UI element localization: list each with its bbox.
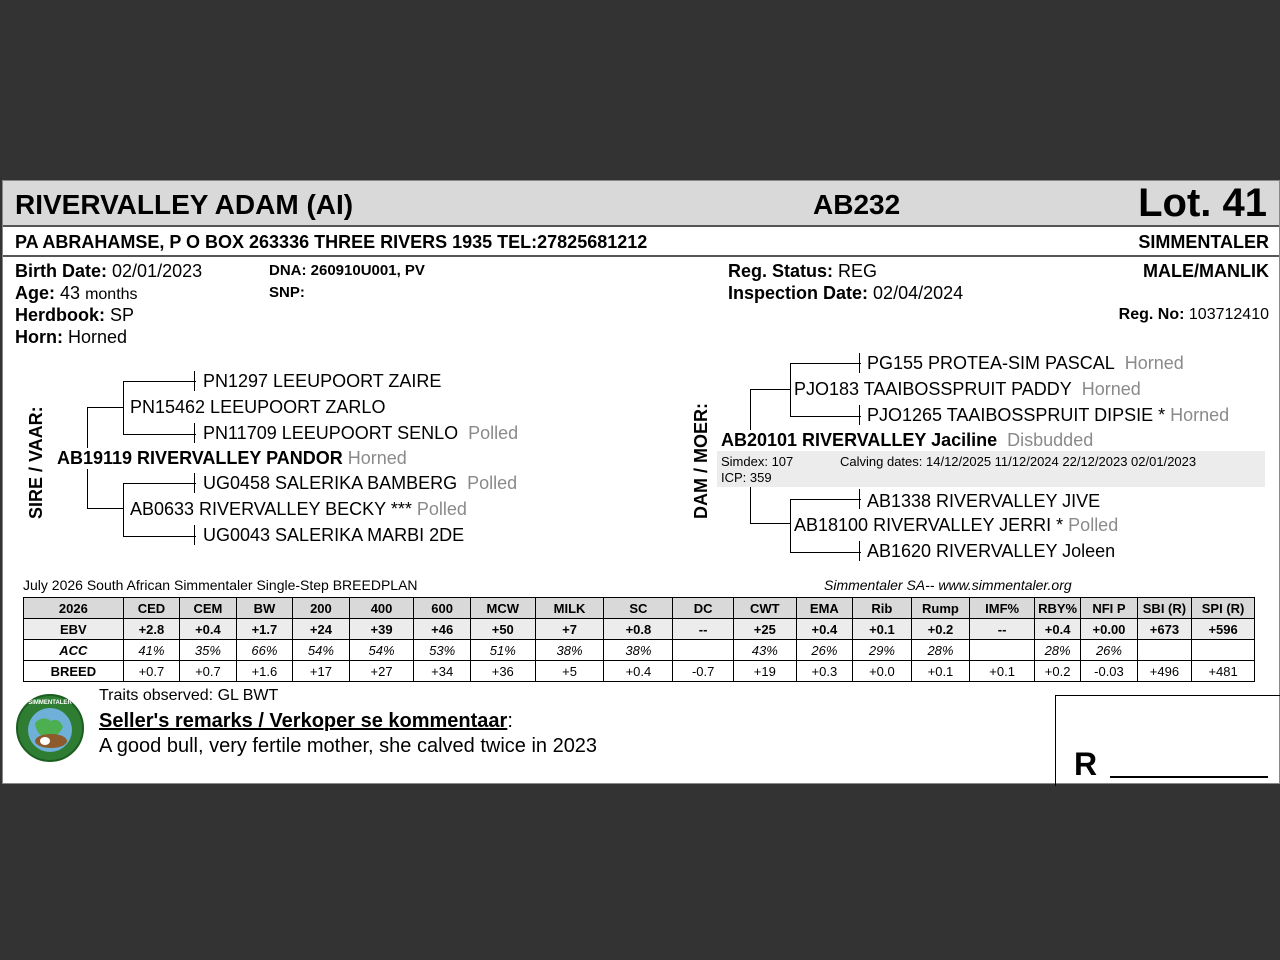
dam-sire-dam: PJO1265 TAAIBOSSPRUIT DIPSIE * Horned (867, 405, 1230, 425)
ebv-cell: 28% (1034, 640, 1080, 661)
ebv-cell (1137, 640, 1191, 661)
dam-dam: AB18100 RIVERVALLEY JERRI * Polled (794, 515, 1119, 535)
dam-side-label: DAM / MOER: (691, 403, 711, 519)
ebv-cell: 41% (123, 640, 180, 661)
ebv-cell: 66% (236, 640, 293, 661)
ebv-header-cell: 200 (293, 598, 350, 619)
sire-dam-sire: UG0458 SALERIKA BAMBERG Polled (203, 473, 518, 493)
ebv-cell: +50 (470, 619, 535, 640)
price-currency: R (1074, 746, 1098, 782)
dam-dam-dam: AB1620 RIVERVALLEY Joleen (867, 541, 1116, 561)
ebv-header-cell: 600 (414, 598, 471, 619)
sire-dam-dam: UG0043 SALERIKA MARBI 2DE (203, 525, 465, 545)
tick-line (194, 423, 195, 443)
animal-code: AB232 (813, 189, 901, 220)
remarks-heading: Seller's remarks / Verkoper se kommentaar: (99, 710, 513, 732)
ebv-header-cell: MCW (470, 598, 535, 619)
tick-line (859, 353, 860, 373)
ebv-header-cell: IMF% (970, 598, 1035, 619)
ebv-cell: +0.00 (1081, 619, 1138, 640)
ebv-cell: +596 (1192, 619, 1255, 640)
simmentaler-logo (15, 693, 85, 763)
ebv-header-cell: MILK (535, 598, 604, 619)
sire-sire-dam: PN11709 LEEUPOORT SENLO Polled (203, 423, 519, 443)
horn: Horn: Horned (15, 327, 128, 347)
ebv-header-cell: Rump (911, 598, 970, 619)
ebv-cell: 26% (796, 640, 853, 661)
ebv-cell: +5 (535, 661, 604, 682)
reg-number: Reg. No: 103712410 (1118, 306, 1269, 323)
ebv-row-label: BREED (24, 661, 124, 682)
calving-dates: Calving dates: 14/12/2025 11/12/2024 22/12/2023 02/01/2023 (840, 454, 1197, 469)
tick-line (859, 541, 860, 561)
ebv-cell: 43% (733, 640, 796, 661)
ebv-header-cell: NFI P (1081, 598, 1138, 619)
sire-dam: AB0633 RIVERVALLEY BECKY *** Polled (130, 499, 467, 519)
ebv-table (23, 597, 1255, 682)
ebv-cell: 54% (293, 640, 350, 661)
ebv-cell: +0.1 (853, 619, 912, 640)
ebv-cell: +0.2 (911, 619, 970, 640)
ebv-cell: +39 (349, 619, 414, 640)
animal-name: RIVERVALLEY ADAM (AI) (15, 189, 354, 220)
price-box[interactable] (1055, 695, 1280, 786)
ebv-row-acc (24, 640, 1255, 661)
dam-performance-box (717, 451, 1265, 487)
ebv-cell: 29% (853, 640, 912, 661)
price-line[interactable] (1110, 776, 1268, 778)
ebv-header-cell: SBI (R) (1137, 598, 1191, 619)
ebv-cell: +0.2 (1034, 661, 1080, 682)
ebv-header-cell: Rib (853, 598, 912, 619)
reg-status: Reg. Status: REG (728, 261, 878, 281)
dam-dam-sire: AB1338 RIVERVALLEY JIVE (867, 491, 1101, 511)
seller-line: PA ABRAHAMSE, P O BOX 263336 THREE RIVERS 1935 TEL:27825681212 (15, 232, 648, 252)
ebv-cell: +17 (293, 661, 350, 682)
ebv-cell: +36 (470, 661, 535, 682)
ebv-row-ebv (24, 619, 1255, 640)
ebv-header-cell: DC (673, 598, 734, 619)
ebv-cell: 38% (535, 640, 604, 661)
sex-label: MALE/MANLIK (1143, 261, 1269, 281)
ebv-header-cell: SC (604, 598, 673, 619)
simdex: Simdex: 107 (721, 454, 794, 469)
ebv-cell: +0.7 (180, 661, 237, 682)
ebv-cell: +0.7 (123, 661, 180, 682)
breedplan-title: July 2026 South African Simmentaler Single-Step BREEDPLAN (23, 577, 418, 593)
ebv-cell: +2.8 (123, 619, 180, 640)
ebv-cell: +0.1 (911, 661, 970, 682)
ebv-cell: +1.6 (236, 661, 293, 682)
ebv-header-cell: CEM (180, 598, 237, 619)
ebv-header-cell: SPI (R) (1192, 598, 1255, 619)
tick-line (194, 371, 195, 391)
ebv-cell (1192, 640, 1255, 661)
dam-sire-sire: PG155 PROTEA-SIM PASCAL Horned (867, 353, 1184, 373)
dna-info: DNA: 260910U001, PV (269, 262, 425, 279)
ebv-cell: +496 (1137, 661, 1191, 682)
ebv-cell: +1.7 (236, 619, 293, 640)
sire-name: AB19119 RIVERVALLEY PANDOR Horned (57, 448, 407, 468)
ebv-cell: +0.1 (970, 661, 1035, 682)
ebv-cell: 35% (180, 640, 237, 661)
icp: ICP: 359 (721, 470, 772, 485)
ebv-cell: +0.0 (853, 661, 912, 682)
tick-line (859, 405, 860, 425)
ebv-header-row (24, 598, 1255, 619)
ebv-cell: 51% (470, 640, 535, 661)
dam-name: AB20101 RIVERVALLEY Jaciline Disbudded (721, 430, 1094, 450)
remarks-text: A good bull, very fertile mother, she calved twice in 2023 (99, 735, 598, 757)
ebv-cell: 28% (911, 640, 970, 661)
ebv-cell: +481 (1192, 661, 1255, 682)
breed-label: SIMMENTALER (1138, 232, 1269, 252)
ebv-header-cell: RBY% (1034, 598, 1080, 619)
age: Age: 43 months (15, 283, 138, 303)
ebv-cell: -- (970, 619, 1035, 640)
ebv-cell: -- (673, 619, 734, 640)
tick-line (194, 525, 195, 545)
ebv-cell: -0.7 (673, 661, 734, 682)
inspection-date: Inspection Date: 02/04/2024 (728, 283, 964, 303)
ebv-cell: +19 (733, 661, 796, 682)
ebv-header-cell: CWT (733, 598, 796, 619)
dam-sire: PJO183 TAAIBOSSPRUIT PADDY Horned (794, 379, 1141, 399)
ebv-cell: 53% (414, 640, 471, 661)
ebv-cell: 26% (1081, 640, 1138, 661)
ebv-cell: +0.4 (604, 661, 673, 682)
ebv-row-label: ACC (24, 640, 124, 661)
ebv-cell: -0.03 (1081, 661, 1138, 682)
tick-line (194, 473, 195, 493)
ebv-cell: +46 (414, 619, 471, 640)
dam-dam-bracket-bottom (750, 487, 791, 524)
birth-date: Birth Date: 02/01/2023 (15, 261, 203, 281)
ebv-header-cell: EMA (796, 598, 853, 619)
ebv-cell: 54% (349, 640, 414, 661)
seller-bar (3, 227, 1279, 257)
ebv-header-cell: BW (236, 598, 293, 619)
ebv-cell: +34 (414, 661, 471, 682)
traits-observed: Traits observed: GL BWT (99, 687, 279, 704)
svg-text:SIMMENTALER: SIMMENTALER (28, 700, 72, 706)
lot-number: Lot. 41 (1138, 181, 1267, 225)
ebv-cell: +673 (1137, 619, 1191, 640)
ebv-cell: +7 (535, 619, 604, 640)
sire-side-label: SIRE / VAAR: (26, 406, 46, 519)
ebv-header-cell: 400 (349, 598, 414, 619)
ebv-cell: +0.3 (796, 661, 853, 682)
title-bar (3, 181, 1279, 227)
snp-info: SNP: (269, 284, 305, 301)
ebv-cell: +25 (733, 619, 796, 640)
ebv-cell: +27 (349, 661, 414, 682)
ebv-cell (673, 640, 734, 661)
ebv-cell: +0.4 (796, 619, 853, 640)
tick-line (859, 489, 860, 509)
ebv-cell: +0.8 (604, 619, 673, 640)
lot-card (2, 180, 1280, 784)
ebv-cell: +24 (293, 619, 350, 640)
breedplan-source: Simmentaler SA-- www.simmentaler.org (824, 577, 1072, 593)
ebv-header-cell: CED (123, 598, 180, 619)
herdbook: Herdbook: SP (15, 305, 135, 325)
ebv-cell: +0.4 (1034, 619, 1080, 640)
sire-sire-sire: PN1297 LEEUPOORT ZAIRE (203, 371, 442, 391)
sire-sire: PN15462 LEEUPOORT ZARLO (130, 397, 386, 417)
ebv-cell: +0.4 (180, 619, 237, 640)
ebv-cell: 38% (604, 640, 673, 661)
ebv-cell (970, 640, 1035, 661)
ebv-row-breed (24, 661, 1255, 682)
ebv-header-cell: 2026 (24, 598, 124, 619)
ebv-row-label: EBV (24, 619, 124, 640)
